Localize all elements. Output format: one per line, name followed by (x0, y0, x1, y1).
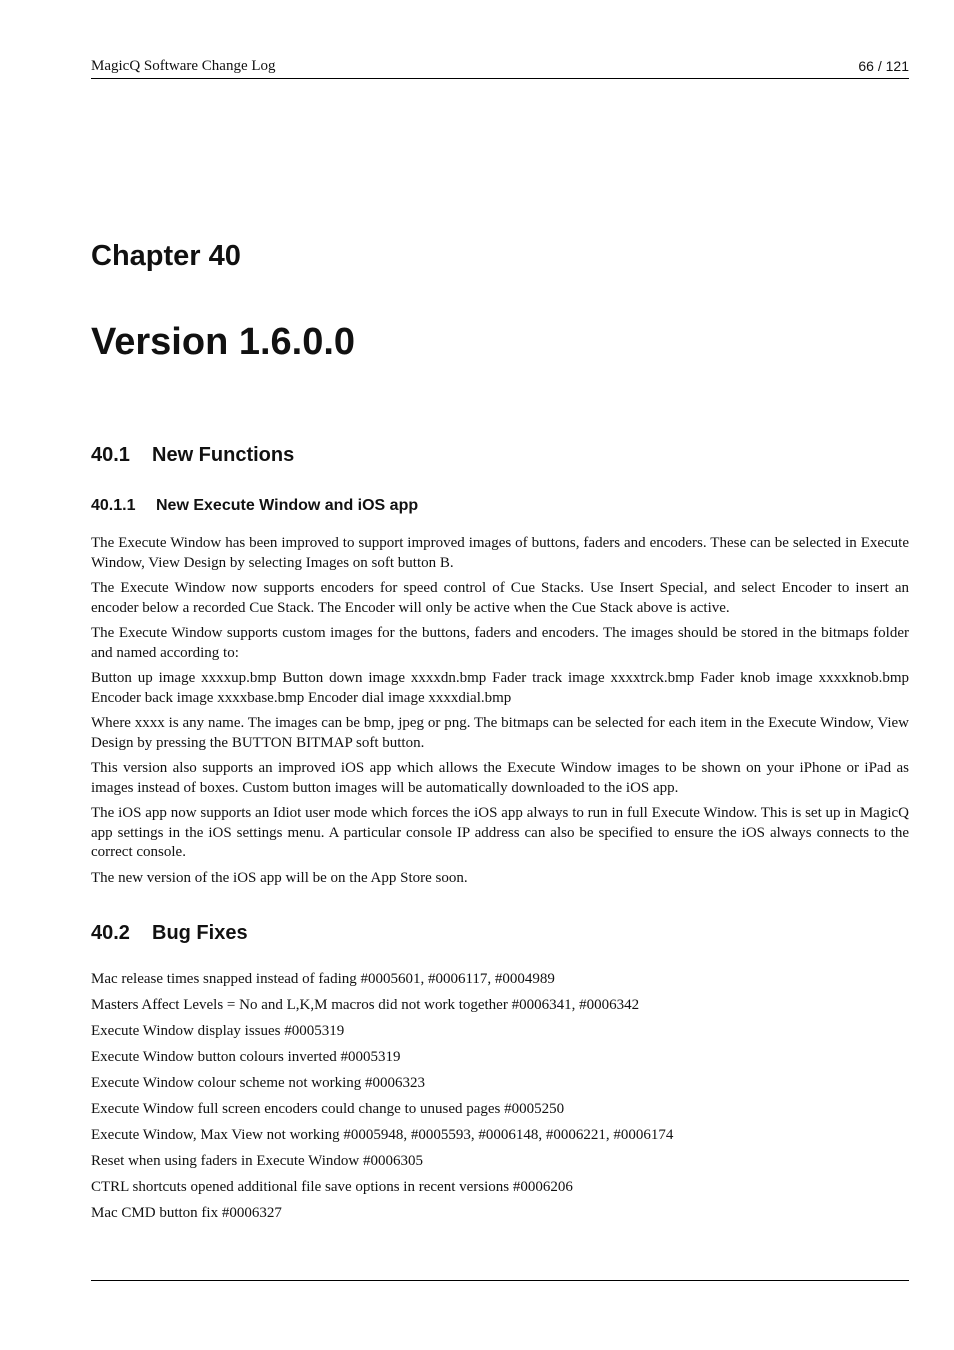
list-item: Execute Window display issues #0005319 (91, 1023, 345, 1039)
list-item: Mac CMD button fix #0006327 (91, 1205, 282, 1221)
document-title: MagicQ Software Change Log (91, 58, 276, 74)
page-header (91, 58, 909, 79)
list-item: Execute Window colour scheme not working #0006323 (91, 1075, 426, 1091)
list-item: Reset when using faders in Execute Window #0006305 (91, 1153, 423, 1169)
section-title: New Functions (152, 444, 295, 466)
list-item: Execute Window, Max View not working #0005948, #0005593, #0006148, #0006221, #0006174 (91, 1127, 674, 1143)
list-item: Execute Window full screen encoders could change to unused pages #0005250 (91, 1101, 565, 1117)
section-number: 40.2 (91, 922, 130, 944)
bug-fix-list (91, 970, 909, 1230)
subsection-number: 40.1.1 (91, 497, 136, 514)
paragraph: This version also supports an improved iOS app which allows the Execute Window images to be shown on your iPhone or iPad as images instead of boxes. Custom button images will be automatically downloaded to the iOS app. (91, 760, 909, 796)
paragraph: The new version of the iOS app will be on the App Store soon. (91, 869, 468, 886)
paragraph: The Execute Window now supports encoders for speed control of Cue Stacks. Use Insert Special, and select Encoder to insert an encoder below a recorded Cue Stack. The Encoder will only be active when the Cue Stack above is active. (91, 580, 909, 616)
subsection-title: New Execute Window and iOS app (156, 497, 419, 514)
list-item: Execute Window button colours inverted #0005319 (91, 1049, 401, 1065)
chapter-label: Chapter 40 (91, 240, 241, 272)
paragraph: Where xxxx is any name. The images can be bmp, jpeg or png. The bitmaps can be selected for each item in the Execute Window, View Design by pressing the BUTTON BITMAP soft button. (91, 715, 909, 751)
list-item: Masters Affect Levels = No and L,K,M macros did not work together #0006341, #0006342 (91, 997, 640, 1013)
section-title: Bug Fixes (152, 922, 248, 944)
paragraph: Button up image xxxxup.bmp Button down image xxxxdn.bmp Fader track image xxxxtrck.bmp Fader knob image xxxxknob.bmp Encoder back image xxxxbase.bmp Encoder dial image xxxxdial.bmp (91, 670, 909, 706)
new-functions-body (91, 534, 909, 894)
paragraph: The iOS app now supports an Idiot user mode which forces the iOS app always to run in full Execute Window. This is set up in MagicQ app settings in the iOS settings menu. A particular console IP address can also be specified to ensure the iOS always connects to the correct console. (91, 805, 909, 860)
section-heading-bug-fixes (91, 922, 248, 945)
section-heading-new-functions (91, 444, 294, 467)
list-item: CTRL shortcuts opened additional file save options in recent versions #0006206 (91, 1179, 573, 1195)
subsection-heading-execute-window (91, 497, 418, 515)
chapter-title: Version 1.6.0.0 (91, 321, 356, 363)
footer-divider (91, 1280, 909, 1281)
paragraph: The Execute Window supports custom images for the buttons, faders and encoders. The images should be stored in the bitmaps folder and named according to: (91, 625, 909, 661)
page-number: 66 / 121 (858, 58, 909, 74)
section-number: 40.1 (91, 444, 130, 466)
paragraph: The Execute Window has been improved to support improved images of buttons, faders and encoders. These can be selected in Execute Window, View Design by selecting Images on soft button B. (91, 535, 909, 571)
list-item: Mac release times snapped instead of fading #0005601, #0006117, #0004989 (91, 971, 555, 987)
